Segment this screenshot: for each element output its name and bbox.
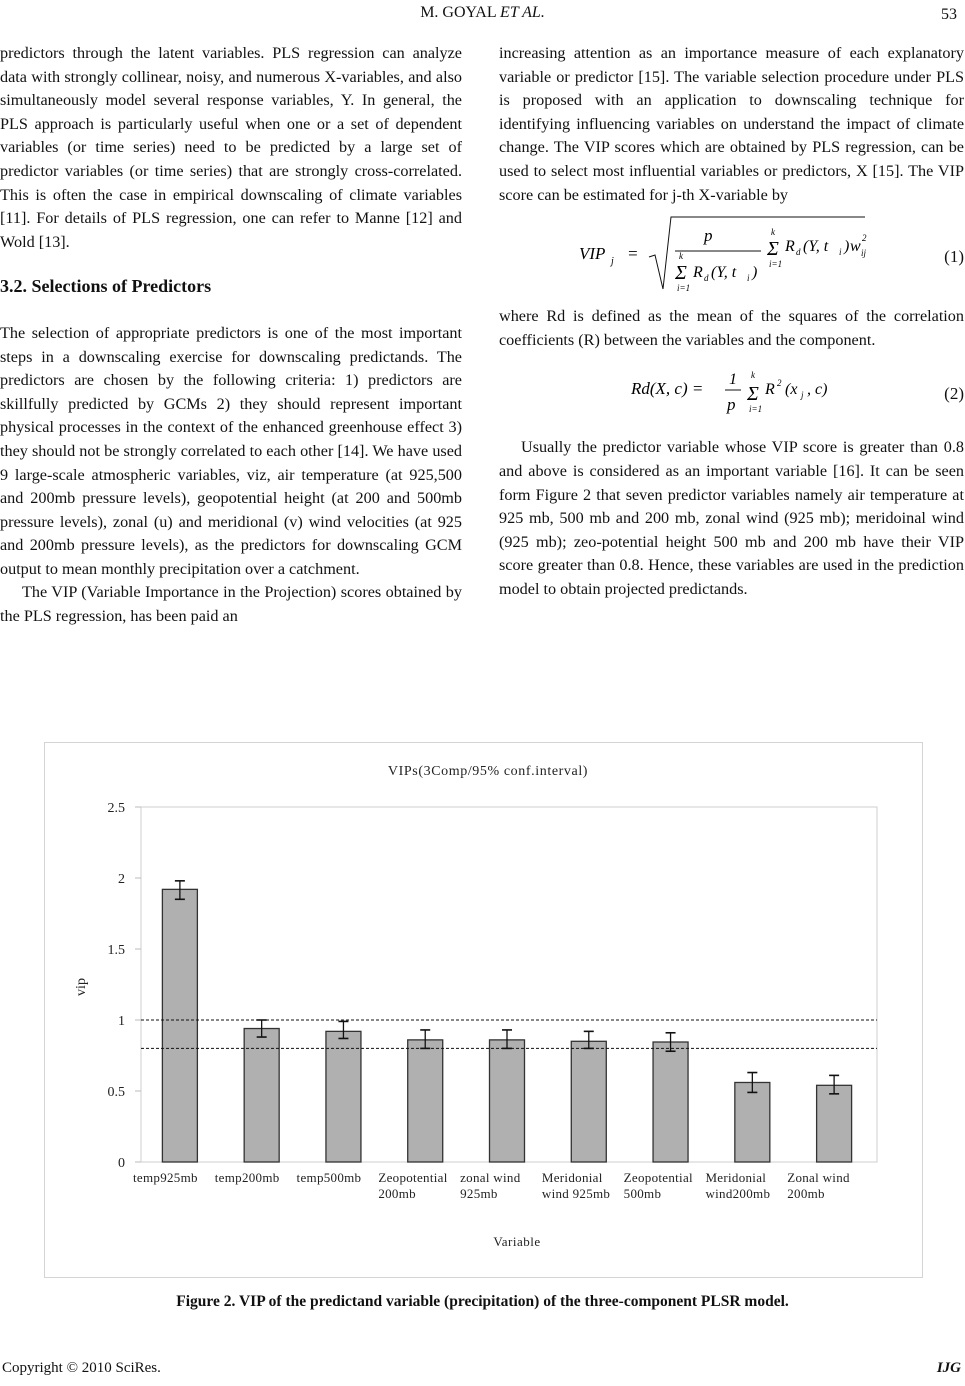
svg-text:Σ: Σ	[747, 383, 759, 406]
x-tick-label	[133, 1170, 198, 1185]
y-tick-label: 2	[118, 872, 125, 887]
plot-area	[108, 801, 878, 1201]
bar	[408, 1040, 443, 1162]
x-tick-label-line: temp925mb	[133, 1170, 198, 1185]
right-paragraph-3: Usually the predictor variable whose VIP score is greater than 0.8 and above is considered as an important variable [16]. It can be seen form Figure 2 that seven predictor variables namely air temperature at 925 mb, 500 mb and 200 mb, zonal wind (925 mb); meridoinal wind (925 mb); zeo-potential height 500 mb and 200 mb have their VIP score greater than 0.8. Hence, these variables are used in the prediction model to obtain projected predictands.	[499, 438, 964, 598]
svg-text:p: p	[727, 395, 736, 415]
equation-2-formula	[629, 358, 929, 422]
svg-text:Σ: Σ	[675, 262, 687, 285]
equation-1-formula	[569, 211, 965, 297]
left-paragraph-3: The VIP (Variable Importance in the Projection) scores obtained by the PLS regression, has been paid an	[0, 583, 462, 626]
x-tick-label-line: 925mb	[460, 1186, 498, 1201]
x-tick-label-line: zonal wind	[460, 1170, 521, 1185]
bar	[735, 1082, 770, 1162]
svg-text:j: j	[801, 390, 804, 401]
x-axis-label: Variable	[493, 1234, 541, 1249]
svg-text:ij: ij	[861, 248, 867, 259]
left-paragraph-2: The selection of appropriate predictors is one of the most important steps in a downscaling exercise for downscaling predictands. The predictors are chosen by the following criteria: 1) predictors are skillfully predicted by GCMs 2) they should represent important physical processes in the context of the enhanced greenhouse effect 3) they should not be strongly correlated to each other [14]. We have used 9 large-scale atmospheric variables, viz, air temperature (at 925,500 and 200mb pressure levels), geopotential height (at 200 and 500mb pressure levels), zonal (u) and meridional (v) wind velocities (at 925 and 200mb pressure levels), as the predictors for downscaling GCM output to mean monthly precipitation over a catchment.	[0, 323, 462, 578]
svg-text:): )	[844, 238, 850, 256]
y-tick-label: 2.5	[107, 801, 125, 816]
bar	[653, 1042, 688, 1162]
x-tick-label	[787, 1170, 850, 1201]
svg-text:d: d	[796, 247, 801, 258]
svg-text:i=1: i=1	[677, 283, 691, 294]
bar	[490, 1040, 525, 1162]
x-tick-label-line: 200mb	[378, 1186, 416, 1201]
copyright-footer: Copyright © 2010 SciRes.	[2, 1360, 161, 1376]
svg-text:i=1: i=1	[769, 259, 783, 270]
chart-title: VIPs(3Comp/95% conf.interval)	[387, 764, 589, 779]
vip-bar-chart	[45, 743, 922, 1277]
equation-2	[499, 358, 964, 422]
equation-2-number: (2)	[944, 384, 964, 404]
svg-text:R: R	[693, 264, 703, 282]
svg-text:(x: (x	[785, 381, 798, 399]
svg-text:VIP: VIP	[579, 244, 606, 264]
svg-text:k: k	[751, 370, 755, 381]
bar	[326, 1031, 361, 1162]
x-tick-label	[378, 1170, 447, 1201]
svg-text:(Y, t: (Y, t	[803, 238, 829, 256]
journal-abbrev: IJG	[936, 1360, 961, 1376]
equation-1-number: (1)	[944, 247, 964, 267]
svg-text:k: k	[679, 251, 683, 262]
x-tick-label-line: temp500mb	[296, 1170, 362, 1185]
x-tick-label	[624, 1170, 693, 1201]
x-tick-label-line: Zonal wind	[787, 1170, 850, 1185]
y-tick-label: 1	[118, 1014, 125, 1029]
figure-caption: Figure 2. VIP of the predictand variable (precipitation) of the three-component PLSR model.	[176, 1293, 789, 1310]
svg-text:k: k	[771, 227, 775, 238]
x-tick-label-line: Meridonial	[541, 1170, 603, 1185]
x-tick-label-line: temp200mb	[214, 1170, 280, 1185]
page-number: 53	[941, 6, 957, 23]
right-paragraph-1: increasing attention as an importance measure of each explanatory variable or predictor [15]. The variable selection procedure under PLS is proposed with an application to downscaling technique for identifying influencing variables on understand the impact of climate change. The VIP scores which are obtained by PLS regression, can be used to select most influential variables or predictors, X [15]. The VIP score can be estimated for j-th X-variable by	[499, 44, 964, 204]
x-tick-label	[297, 1170, 362, 1185]
y-tick-label: 0.5	[107, 1085, 125, 1100]
bar	[162, 889, 197, 1162]
x-tick-label-line: wind200mb	[705, 1186, 771, 1201]
x-tick-label-line: Zeopotential	[378, 1170, 448, 1185]
bar	[817, 1085, 852, 1162]
svg-text:R: R	[785, 238, 795, 256]
running-head	[0, 4, 965, 22]
svg-text:2: 2	[777, 378, 782, 389]
svg-text:i: i	[747, 273, 750, 284]
left-paragraph-1: predictors through the latent variables. PLS regression can analyze data with strongly collinear, noisy, and numerous X-variables, and also simultaneously model several response variables, Y. In general, the PLS approach is particularly useful when one or a set of dependent variables (or time series) need to be predicted by a large set of predictor variables (or time series) that are strongly cross-correlated. This is often the case in empirical downscaling of climate variables [11]. For details of PLS regression, one can refer to Manne [12] and Wold [13].	[0, 44, 462, 251]
svg-text:2: 2	[862, 233, 867, 244]
y-tick-label: 0	[118, 1156, 125, 1171]
bar	[571, 1041, 606, 1162]
svg-text:1: 1	[729, 371, 737, 389]
svg-text:i=1: i=1	[749, 404, 763, 415]
svg-text:=: =	[627, 244, 639, 264]
figure-2	[44, 742, 923, 1278]
svg-text:Σ: Σ	[767, 238, 779, 261]
svg-text:w: w	[850, 238, 861, 256]
x-tick-label-line: Meridonial	[705, 1170, 767, 1185]
x-tick-label-line: 200mb	[787, 1186, 825, 1201]
x-tick-label-line: wind 925mb	[541, 1186, 611, 1201]
svg-text:p: p	[704, 226, 713, 246]
x-tick-label	[542, 1170, 610, 1201]
left-column	[0, 42, 462, 629]
svg-text:Rd(X, c) =: Rd(X, c) =	[631, 379, 704, 399]
svg-text:d: d	[704, 273, 709, 284]
svg-text:): )	[752, 264, 758, 282]
svg-text:R: R	[765, 381, 775, 399]
x-tick-label	[215, 1170, 280, 1185]
y-tick-label: 1.5	[107, 943, 125, 958]
svg-text:, c): , c)	[807, 381, 828, 399]
x-tick-label-line: 500mb	[623, 1186, 662, 1201]
x-tick-label-line: Zeopotential	[623, 1170, 693, 1185]
header-et-al: ET AL.	[500, 4, 545, 21]
x-tick-label	[705, 1170, 770, 1201]
header-author: M. GOYAL	[420, 4, 497, 21]
y-axis-label: vip	[74, 978, 89, 996]
svg-text:i: i	[839, 247, 842, 258]
equation-1	[499, 211, 964, 297]
x-tick-label	[460, 1170, 521, 1201]
right-paragraph-2: where Rd is defined as the mean of the squares of the correlation coefficients (R) between the variables and the component.	[499, 307, 964, 349]
right-column	[499, 42, 964, 602]
section-heading: 3.2. Selections of Predictors	[0, 276, 212, 297]
svg-text:(Y, t: (Y, t	[711, 264, 737, 282]
svg-text:j: j	[611, 256, 614, 268]
